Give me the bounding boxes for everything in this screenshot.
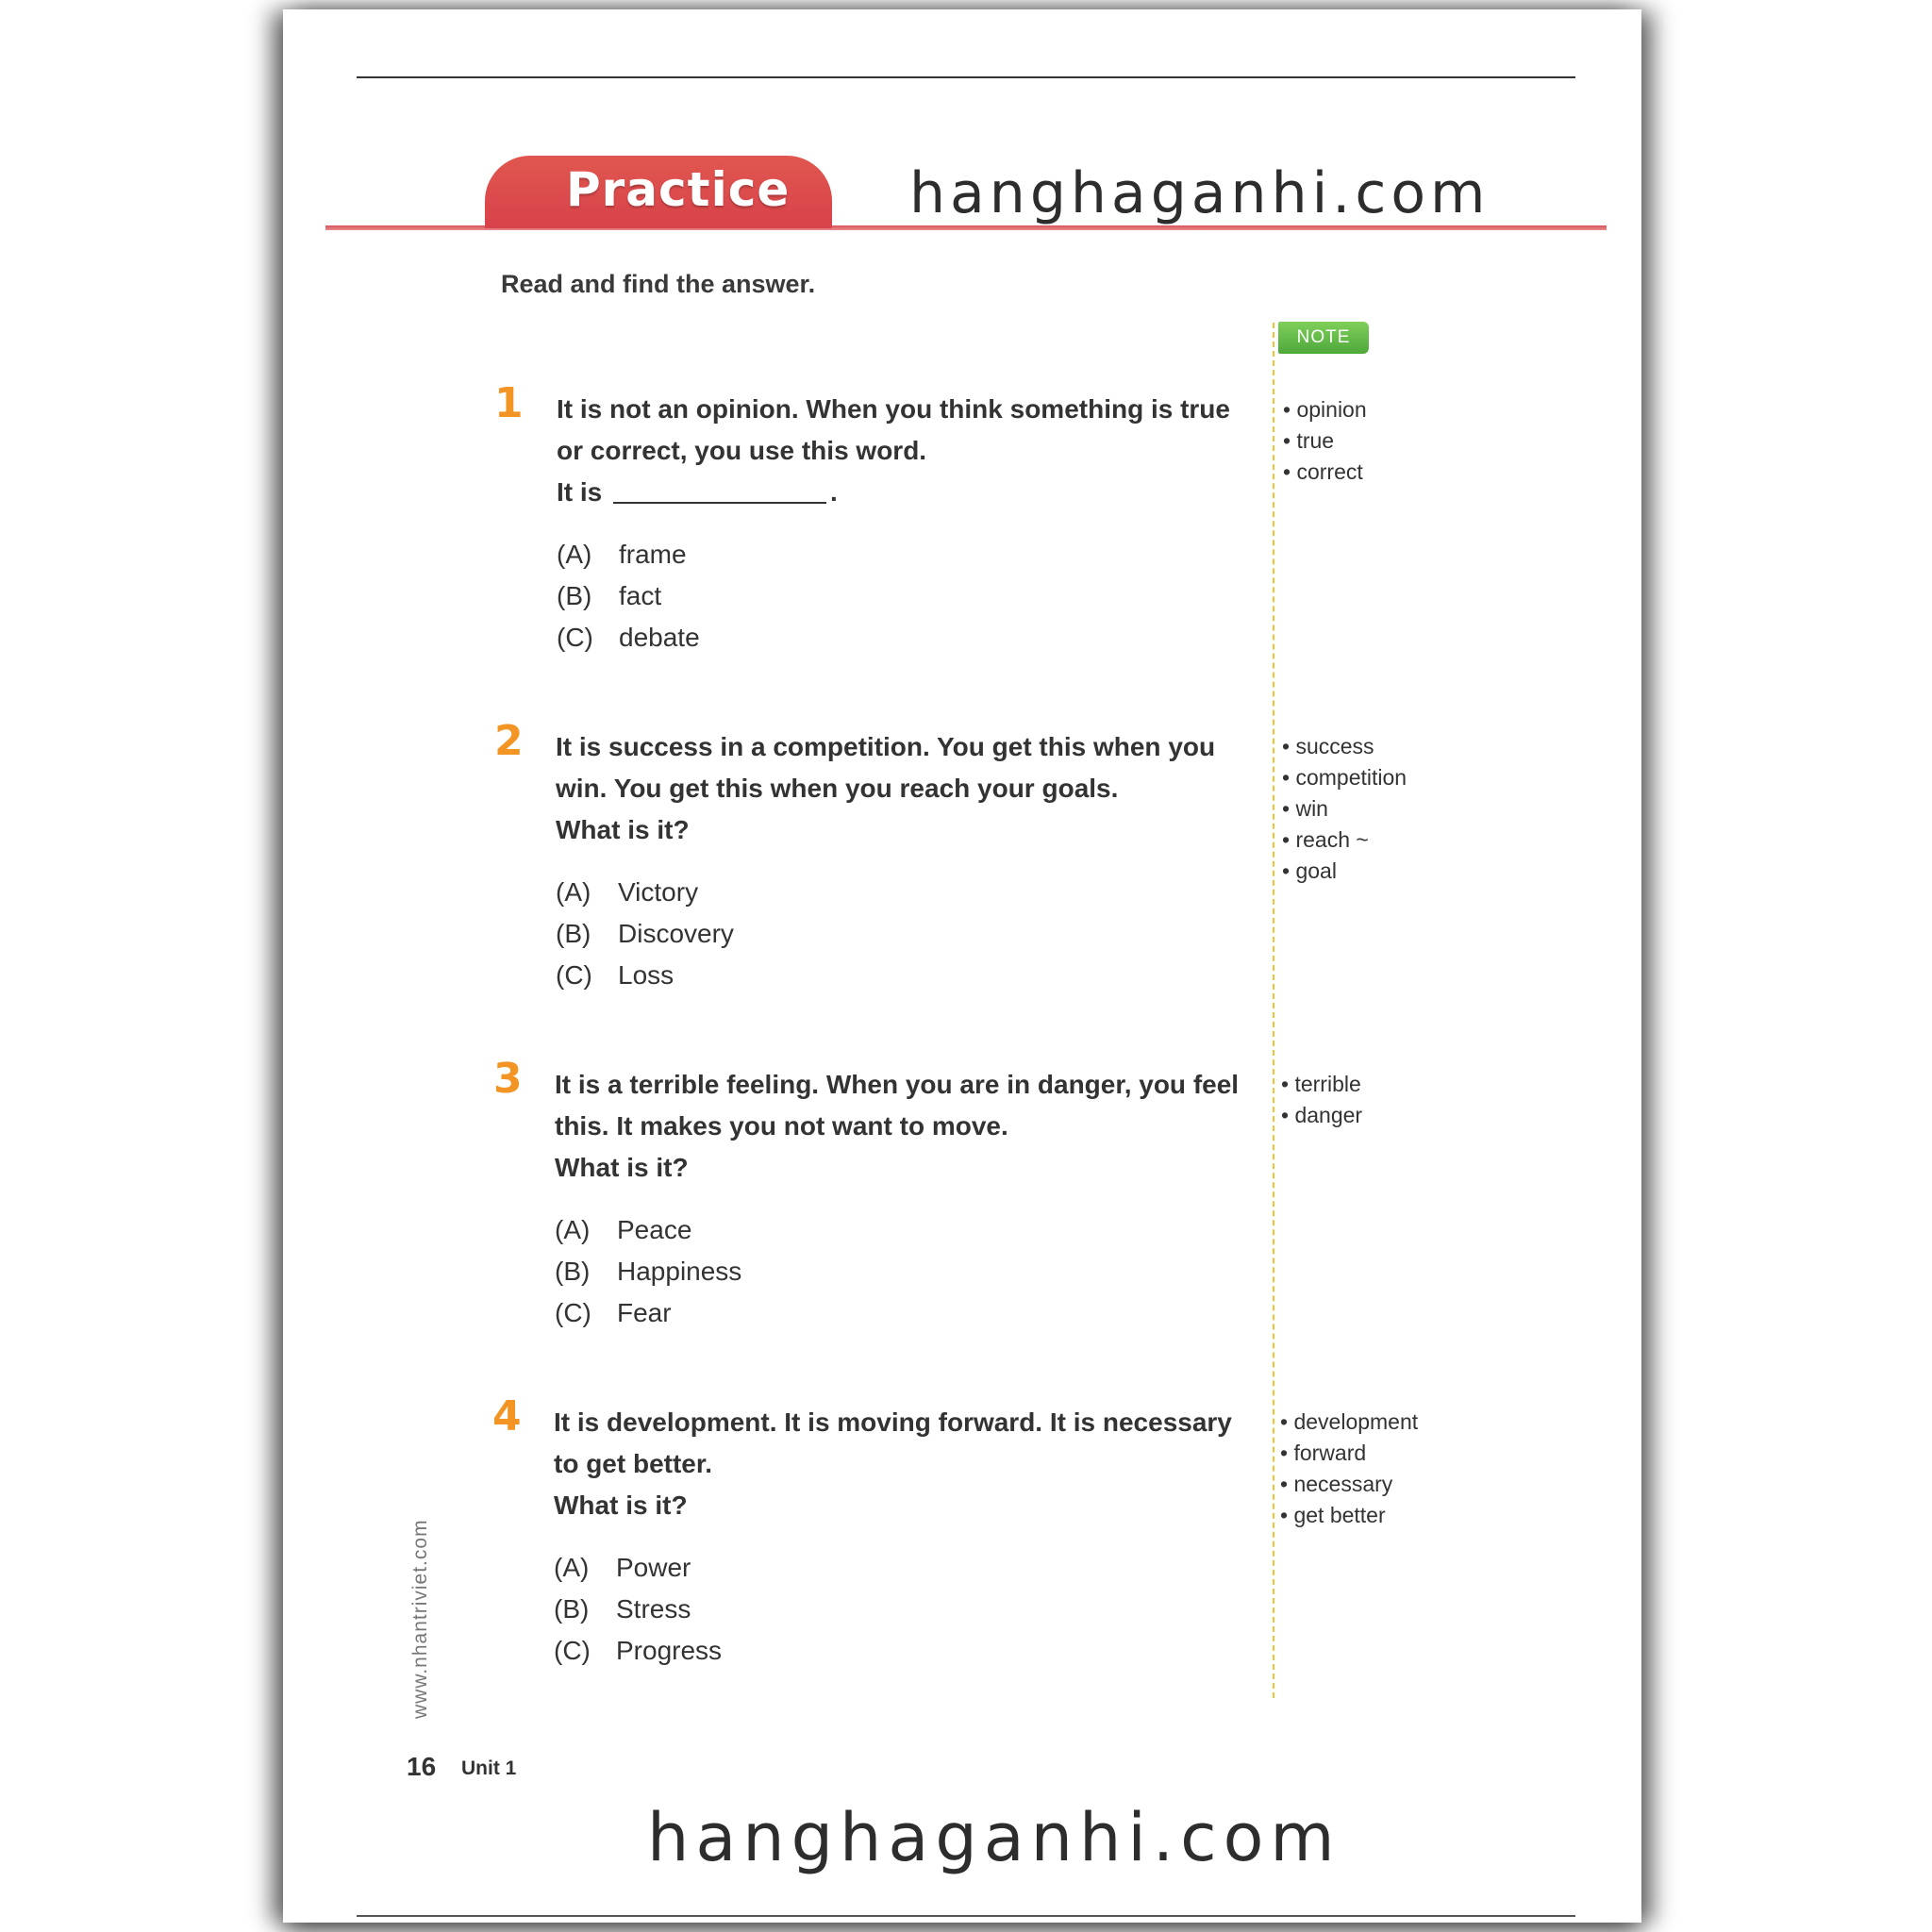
practice-title: Practice — [566, 162, 791, 217]
note-item: • necessary — [1280, 1472, 1393, 1496]
instruction-text: Read and find the answer. — [501, 270, 816, 298]
note-item: • goal — [1282, 858, 1337, 883]
option-a[interactable] — [554, 1553, 691, 1583]
option-b[interactable] — [556, 919, 734, 949]
question-number: 2 — [494, 717, 524, 765]
option-text: debate — [619, 623, 700, 652]
option-text: Power — [616, 1553, 691, 1582]
option-text: frame — [619, 540, 687, 569]
option-letter: (A) — [554, 1553, 590, 1582]
option-c[interactable] — [554, 1636, 722, 1666]
option-letter: (B) — [557, 581, 592, 610]
top-rule — [357, 76, 1575, 78]
option-text: Progress — [616, 1636, 723, 1665]
note-item: • get better — [1280, 1503, 1386, 1527]
option-text: Victory — [618, 877, 699, 907]
question-number: 1 — [494, 379, 524, 427]
question-text-line: win. You get this when you reach your goals. — [556, 774, 1119, 803]
watermark-bottom: hanghaganhi.com — [647, 1799, 1341, 1876]
option-letter: (B) — [554, 1594, 590, 1624]
question-prompt — [557, 477, 838, 508]
option-letter: (B) — [555, 1257, 591, 1286]
option-text: Discovery — [618, 919, 734, 948]
option-letter: (A) — [556, 877, 591, 907]
question-number: 4 — [492, 1392, 522, 1441]
question-text-line: What is it? — [555, 1153, 689, 1182]
note-item: • competition — [1282, 765, 1407, 790]
option-b[interactable] — [555, 1257, 741, 1287]
option-c[interactable] — [555, 1298, 672, 1328]
question-number: 3 — [493, 1055, 523, 1103]
option-a[interactable] — [555, 1215, 691, 1245]
option-c[interactable] — [557, 623, 700, 653]
option-letter: (A) — [555, 1215, 591, 1244]
option-text: fact — [619, 581, 662, 610]
option-a[interactable] — [557, 540, 687, 570]
option-text: Peace — [617, 1215, 692, 1244]
unit-label: Unit 1 — [461, 1757, 517, 1779]
option-text: Stress — [616, 1594, 691, 1624]
note-item: • forward — [1280, 1441, 1367, 1465]
option-b[interactable] — [557, 581, 661, 611]
option-a[interactable] — [556, 877, 698, 908]
option-letter: (C) — [556, 960, 592, 990]
note-item: • win — [1282, 796, 1328, 821]
note-tag: NOTE — [1278, 322, 1369, 354]
note-item: • development — [1280, 1409, 1419, 1434]
watermark-top: hanghaganhi.com — [909, 160, 1491, 226]
note-item: • opinion — [1283, 397, 1367, 422]
publisher-url: www.nhantriviet.com — [409, 1519, 431, 1719]
note-item: • true — [1283, 428, 1335, 453]
option-c[interactable] — [556, 960, 674, 991]
question-text-line: It is a terrible feeling. When you are in danger, you feel — [555, 1070, 1240, 1099]
option-letter: (C) — [554, 1636, 591, 1665]
prompt-start: It is — [557, 477, 603, 507]
answer-blank[interactable] — [613, 502, 826, 504]
note-item: • terrible — [1281, 1072, 1361, 1096]
question-text-line: to get better. — [554, 1449, 713, 1478]
note-item: • reach ~ — [1282, 827, 1369, 852]
option-letter: (A) — [557, 540, 592, 569]
option-text: Happiness — [617, 1257, 742, 1286]
note-divider — [1273, 323, 1274, 1698]
option-letter: (B) — [556, 919, 591, 948]
bottom-rule — [357, 1915, 1575, 1917]
option-text: Fear — [617, 1298, 672, 1327]
question-text-line: or correct, you use this word. — [557, 436, 927, 465]
question-text-line: It is success in a competition. You get this when you — [556, 732, 1216, 761]
option-b[interactable] — [554, 1594, 691, 1624]
prompt-end: . — [830, 477, 838, 507]
note-item: • success — [1282, 734, 1374, 758]
option-letter: (C) — [557, 623, 593, 652]
question-text-line: this. It makes you not want to move. — [555, 1111, 1008, 1141]
question-text-line: What is it? — [556, 815, 690, 844]
question-text-line: What is it? — [554, 1491, 688, 1520]
page-number: 16 — [407, 1752, 437, 1781]
option-letter: (C) — [555, 1298, 591, 1327]
book-page — [283, 9, 1641, 1923]
note-item: • correct — [1283, 459, 1363, 484]
question-text-line: It is not an opinion. When you think something is true — [557, 394, 1230, 424]
note-item: • danger — [1281, 1103, 1363, 1127]
option-text: Loss — [618, 960, 675, 990]
question-text-line: It is development. It is moving forward. It is necessary — [554, 1407, 1232, 1437]
